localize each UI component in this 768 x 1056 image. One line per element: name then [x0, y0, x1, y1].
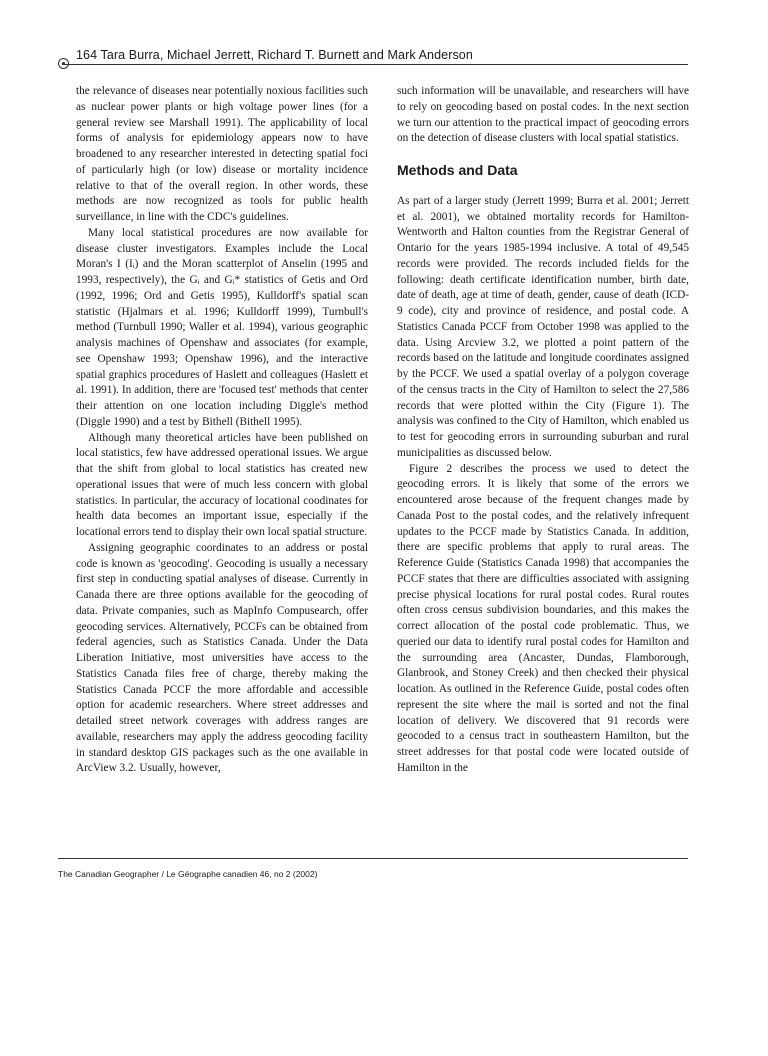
paragraph-right-2: As part of a larger study (Jerrett 1999; Burra et al. 2001; Jerrett et al. 2001), we obtained mortality records for Hamilton-Wentworth and Halton counties from the Registrar General of Ontario for the years 1985-1994 inclusive. A total of 49,545 records were provided. The records included fields for the following: death certificate identification number, birth date, date of death, age at time of death, gender, cause of death (ICD-9 code), city and province of residence, and postal code. A Statistics Canada PCCF from October 1998 was applied to the data. Using Arcview 3.2, we plotted a point pattern of the records based on the latitude and longitude coordinates assigned by the PCCF. We used a spatial overlay of a polygon coverage of the census tracts in the City of Hamilton to select the 27,586 records that were plotted within the City (Figure 1). The analysis was confined to the City of Hamilton, which enabled us to test for geocoding errors in surrounding suburban and rural municipalities as discussed below.	[397, 194, 689, 459]
paragraph-left-3: Although many theoretical articles have been published on local statistics, few have addressed operational issues. We argue that the shift from global to local statistics has created new operational issues that were of much less concern with global statistics. In particular, the accuracy of locational coodinates for health data becomes an important issue, especially if the locational errors tend to display their own local spatial structure.	[76, 431, 368, 538]
paragraph-left-4: Assigning geographic coordinates to an address or postal code is known as 'geocoding'. Geocoding is usually a necessary first step in conducting spatial analyses of disease. Currently in Canada there are three options available for the geocoding of data. Private companies, such as MapInfo Compusearch, offer geocoding services. Alternatively, PCCFs can be obtained from federal agencies, such as Statistics Canada. Under the Data Liberation Initiative, most universities have access to the Statistics Canada files free of charge, thereby making the Statistics Canada PCCF the more affordable and accessible option for academic researchers. Where street addresses and detailed street network coverages with address ranges are available, researchers may apply the address geocoding facility in standard desktop GIS packages such as the one available in ArcView 3.2. Usually, however,	[76, 541, 368, 775]
header-rule	[62, 64, 688, 65]
footer-rule	[58, 858, 688, 859]
paragraph-left-2: Many local statistical procedures are now available for disease cluster investigators. Examples include the Local Moran's I (Iᵢ) and the Moran scatterplot of Anselin (1995 and 1993, respectively), the Gᵢ and Gᵢ* statistics of Getis and Ord (1992, 1996; Ord and Getis 1995), Kulldorff's spatial scan statistic (Hjalmars et al. 1996; Kulldorff 1999), Turnbull's method (Turnbull 1990; Waller et al. 1994), various geographic analysis machines of Openshaw and associates (for example, see Openshaw 1993; Openshaw 1996), and the interactive spatial graphics procedures of Haslett and colleagues (Haslett et al. 1991). In addition, there are 'focused test' methods that center their attention on one location including Diggle's method (Diggle 1990) and a test by Bithell (Bithell 1995).	[76, 226, 368, 428]
paragraph-left-1: the relevance of diseases near potentially noxious facilities such as nuclear power plants or high voltage power lines (for a general review see Marshall 1991). The applicability of local forms of analysis for epidemiology appears now to have broadened to any researcher interested in detecting spatial foci of particularly high (or low) disease or mortality incidence relative to that of the overall region. In other words, these methods are now recognized as tools for public health surveillance, in line with the CDC's guidelines.	[76, 85, 368, 223]
running-header	[58, 40, 688, 66]
page-footer	[58, 858, 688, 879]
section-heading: Methods and Data	[397, 162, 518, 178]
journal-citation: The Canadian Geographer / Le Géographe canadien 46, no 2 (2002)	[58, 869, 318, 879]
right-column	[397, 84, 689, 777]
running-head: 164 Tara Burra, Michael Jerrett, Richard T. Burnett and Mark Anderson	[76, 48, 473, 62]
paragraph-right-1: such information will be unavailable, and researchers will have to rely on geocoding based on postal codes. In the next section we turn our attention to the practical impact of geocoding errors on the detection of disease clusters with local spatial statistics.	[397, 85, 689, 145]
paragraph-right-3: Figure 2 describes the process we used to detect the geocoding errors. It is likely that some of the errors we encountered arose because of the frequent changes made by Canada Post to the postal codes, and the relatively infrequent updates to the PCCF made by Statistics Canada. In addition, there are specific problems that apply to rural areas. The Reference Guide (Statistics Canada 1998) that accompanies the PCCF states that there are difficulties associated with assigning precise physical locations for rural postal codes. Rural routes often cross census subdivision boundaries, and this makes the correct allocation of the postal code problematic. Thus, we queried our data to identify rural postal codes for Hamilton and the surrounding area (Ancaster, Dundas, Flamborough, Glanbrook, and Stoney Creek) and then checked their physical location. As outlined in the Reference Guide, postal codes often represent the site where the mail is sorted and not the final location of delivery. We discovered that 91 records were geocoded to a census tract in southeastern Hamilton, but the street addresses for that postal code were located outside of Hamilton in the	[397, 462, 689, 774]
left-column	[76, 84, 368, 777]
